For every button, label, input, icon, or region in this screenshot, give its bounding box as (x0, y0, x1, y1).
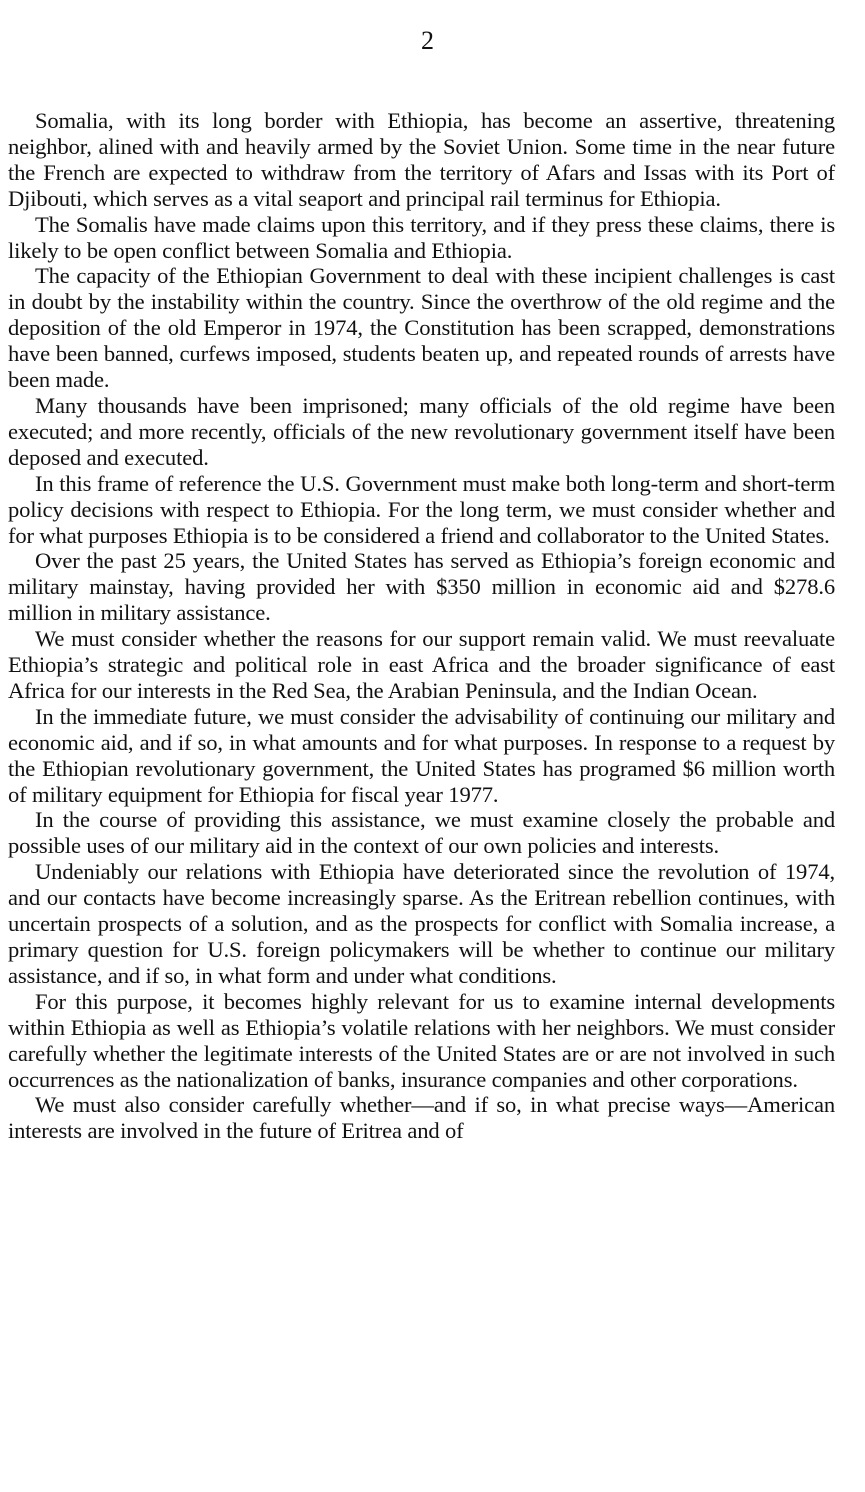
paragraph: Somalia, with its long border with Ethiopia, has become an assertive, threatening neighbor, alined with and heavily armed by the Soviet Union. Some time in the near future the French are expected to withdraw from the territory of Afars and Issas with its Port of Djibouti, which serves as a vital seaport and principal rail terminus for Ethiopia. (8, 108, 835, 211)
paragraph: In the immediate future, we must consider the advisability of continuing our military and economic aid, and if so, in what amounts and for what purposes. In response to a request by the Ethiopian revolutionary government, the United States has programed $6 million worth of military equipment for Ethiopia for fiscal year 1977. (8, 703, 835, 807)
page-number: 2 (421, 26, 434, 55)
paragraph: For this purpose, it becomes highly relevant for us to examine internal developments within Ethiopia as well as Ethiopia’s volatile relations with her neighbors. We must consider carefully whether the legitimate interests of the United States are or are not involved in such occurrences as the nationalization of banks, insurance companies and other corporations. (8, 988, 835, 1092)
paragraph: In the course of providing this assistance, we must examine closely the probable and possible uses of our military aid in the context of our own policies and interests. (8, 807, 835, 859)
paragraph: Many thousands have been imprisoned; many officials of the old regime have been executed; and more recently, officials of the new revolutionary government itself have been deposed and executed. (8, 392, 835, 470)
paragraph: We must consider whether the reasons for our support remain valid. We must reevaluate Ethiopia’s strategic and political role in east Africa and the broader significance of east Africa for our interests in the Red Sea, the Arabian Peninsula, and the Indian Ocean. (8, 626, 835, 703)
paragraph: In this frame of reference the U.S. Government must make both long-term and short-term policy decisions with respect to Ethiopia. For the long term, we must consider whether and for what purposes Ethiopia is to be considered a friend and collaborator to the United States. (8, 470, 835, 548)
document-page (8, 26, 835, 1144)
paragraph: Over the past 25 years, the United States has served as Ethiopia’s foreign economic and military mainstay, having provided her with $350 million in economic aid and $278.6 million in military assistance. (8, 548, 835, 626)
paragraph: The capacity of the Ethiopian Government to deal with these incipient challenges is cast in doubt by the instability within the country. Since the overthrow of the old regime and the deposition of the old Emperor in 1974, the Constitution has been scrapped, demonstrations have been banned, curfews imposed, students beaten up, and repeated rounds of arrests have been made. (8, 263, 835, 393)
paragraph: The Somalis have made claims upon this territory, and if they press these claims, there is likely to be open conflict between Somalia and Ethiopia. (8, 211, 835, 263)
paragraph: We must also consider carefully whether—and if so, in what precise ways—American interests are involved in the future of Eritrea and of (8, 1092, 835, 1144)
paragraph: Undeniably our relations with Ethiopia have deteriorated since the revolution of 1974, and our contacts have become increasingly sparse. As the Eritrean rebellion continues, with uncertain prospects of a solution, and as the prospects for conflict with Somalia increase, a primary question for U.S. foreign policymakers will be whether to continue our military assistance, and if so, in what form and under what conditions. (8, 859, 835, 988)
